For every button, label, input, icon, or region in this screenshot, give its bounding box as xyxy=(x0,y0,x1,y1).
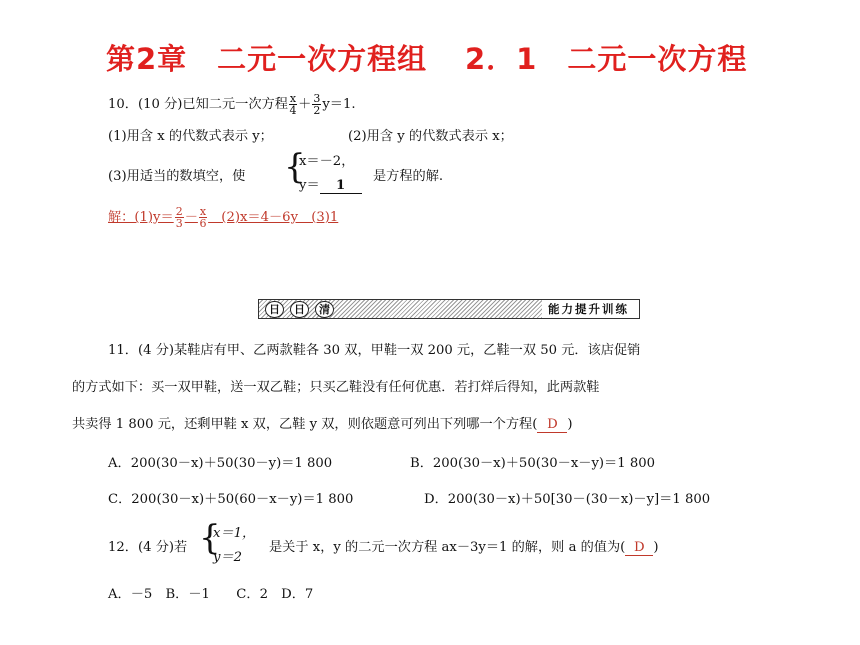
q11-line2: 的方式如下：买一双甲鞋，送一双乙鞋；只买乙鞋没有任何优惠．若打烊后得知，此两款鞋 xyxy=(72,380,600,395)
q10-system-brace: { xyxy=(284,147,306,187)
q10-part2: (2)用含 y 的代数式表示 x； xyxy=(348,129,513,144)
q10-part1: (1)用含 x 的代数式表示 y； xyxy=(108,129,273,144)
q10-answer xyxy=(108,206,338,229)
q12-system-line1: x＝1， xyxy=(213,526,256,541)
q12-options: A．－5 B．－1 C．2 D．7 xyxy=(108,587,314,602)
q10-part3-post: 是方程的解. xyxy=(373,169,444,184)
q10-fraction-1-den: 4 xyxy=(289,104,297,117)
q10-answer-fraction-2-num: x xyxy=(199,205,207,218)
q10-system-line2-pre: y＝ xyxy=(299,178,320,193)
q10-fraction-2-num: 3 xyxy=(313,92,321,105)
q11-line1: 11．(4 分)某鞋店有甲、乙两款鞋各 30 双，甲鞋一双 200 元，乙鞋一双 50 元．该店促销 xyxy=(108,343,641,358)
section-title: 2．1 二元一次方程 xyxy=(465,42,748,76)
q10-system-line2 xyxy=(299,174,362,194)
q10-answer-rest: (2)x＝4－6y (3)1 xyxy=(208,210,339,225)
q12-system-brace: { xyxy=(199,518,221,558)
q12-post: 是关于 x，y 的二元一次方程 ax－3y＝1 的解，则 a 的值为( xyxy=(269,540,626,555)
q10-fraction-1 xyxy=(289,93,297,116)
q11-answer: D xyxy=(537,417,567,433)
q10-answer-fraction-2 xyxy=(199,206,207,229)
banner-label: 能力提升训练 xyxy=(542,300,639,318)
q10-system-line1: x＝－2， xyxy=(299,154,355,169)
section-banner xyxy=(258,299,640,319)
q10-fraction-2 xyxy=(312,93,321,116)
q10-answer-fraction-2-den: 6 xyxy=(199,217,207,230)
q11-option-c: C．200(30－x)＋50(60－x－y)＝1 800 xyxy=(108,492,354,507)
q10-answer-pre: 解：(1)y＝ xyxy=(108,210,174,225)
q11-line3-pre: 共卖得 1 800 元，还剩甲鞋 x 双，乙鞋 y 双，则依题意可列出下列哪一个方程( xyxy=(72,417,538,432)
chapter-title: 第2章 二元一次方程组 xyxy=(106,42,428,76)
q10-answer-fraction-1-num: 2 xyxy=(175,205,183,218)
q11-line3-post: ) xyxy=(567,417,573,432)
q12-stem xyxy=(269,536,658,556)
q10-fraction-2-den: 2 xyxy=(313,104,321,117)
q10-part3-pre: (3)用适当的数填空，使 xyxy=(108,169,246,184)
banner-badge-1: 日 xyxy=(265,301,284,318)
q12-pre: 12．(4 分)若 xyxy=(108,540,188,555)
banner-badge-2: 日 xyxy=(290,301,309,318)
q10-answer-fraction-1-den: 3 xyxy=(175,217,183,230)
q10-plus: ＋ xyxy=(298,97,312,112)
q10-fill-blank: 1 xyxy=(320,178,362,194)
q10-answer-fraction-1 xyxy=(175,206,184,229)
q11-option-b: B．200(30－x)＋50(30－x－y)＝1 800 xyxy=(410,456,655,471)
q10-fraction-1-num: x xyxy=(289,92,297,105)
q12-system-line2: y＝2 xyxy=(213,550,243,565)
q11-line3 xyxy=(72,413,573,433)
q10-stem xyxy=(108,93,356,116)
q10-stem-pre: 10．(10 分)已知二元一次方程 xyxy=(108,97,288,112)
q10-answer-minus: － xyxy=(184,210,198,225)
banner-badge-3: 清 xyxy=(315,301,334,318)
q10-stem-post: y＝1. xyxy=(322,97,356,112)
q11-option-d: D．200(30－x)＋50[30－(30－x)－y]＝1 800 xyxy=(424,492,711,507)
q12-answer: D xyxy=(625,540,653,556)
q11-option-a: A．200(30－x)＋50(30－y)＝1 800 xyxy=(108,456,333,471)
q12-close: ) xyxy=(653,540,659,555)
